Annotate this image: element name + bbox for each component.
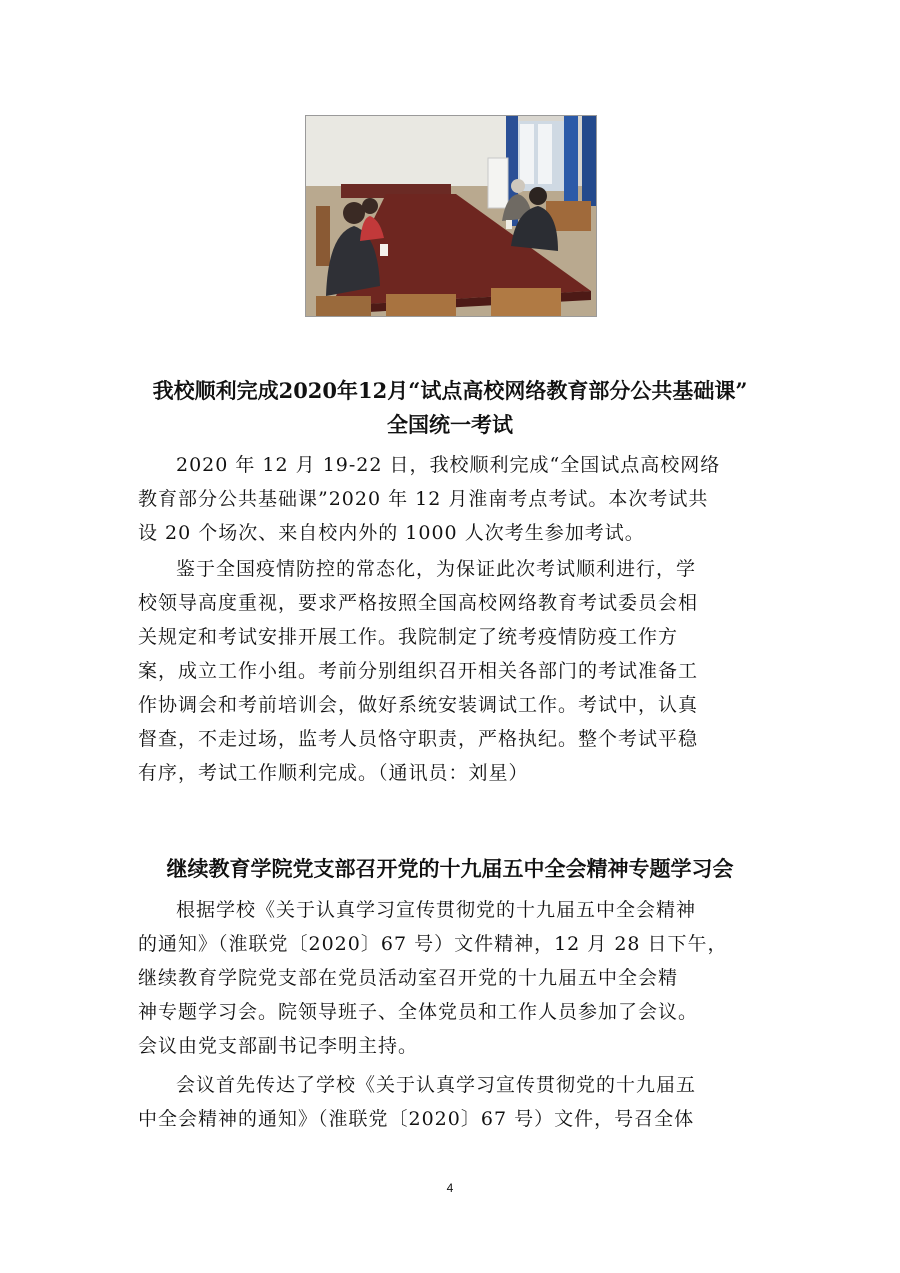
article-title: 我校顺利完成2020年12月“试点高校网络教育部分公共基础课” 全国统一考试	[152, 378, 748, 437]
article-paragraph: 2020 年 12 月 19-22 日，我校顺利完成“全国试点高校网络 教育部分公共基础课”2020 年 12 月淮南考点考试。本次考试共 设 20 个场次、来自校内外的 1000 人次考生参加考试。	[138, 454, 721, 544]
article-title: 继续教育学院党支部召开党的十九届五中全会精神专题学习会	[166, 856, 734, 881]
meeting-photo	[305, 115, 597, 317]
article-paragraph: 鉴于全国疫情防控的常态化，为保证此次考试顺利进行，学 校领导高度重视，要求严格按照全国高校网络教育考试委员会相 关规定和考试安排开展工作。我院制定了统考疫情防疫工作方 案，成立工作小组。考前分别组织召开相关各部门的考试准备工 作协调会和考前培训会，做好系统安装调试工作。考试中，认真 督查，不走过场，监考人员恪守职责，严格执纪。整个考试平稳 有序，考试工作顺利完成。（通讯员：刘星）	[138, 558, 699, 784]
page-number: 4	[446, 1181, 454, 1195]
article-paragraph: 会议首先传达了学校《关于认真学习宣传贯彻党的十九届五 中全会精神的通知》（淮联党〔2020〕67 号）文件，号召全体	[138, 1074, 697, 1130]
article-paragraph: 根据学校《关于认真学习宣传贯彻党的十九届五中全会精神 的通知》（淮联党〔2020〕67 号）文件精神，12 月 28 日下午， 继续教育学院党支部在党员活动室召开党的十九届五中全会精 神专题学习会。院领导班子、全体党员和工作人员参加了会议。 会议由党支部副书记李明主持。	[138, 899, 728, 1057]
